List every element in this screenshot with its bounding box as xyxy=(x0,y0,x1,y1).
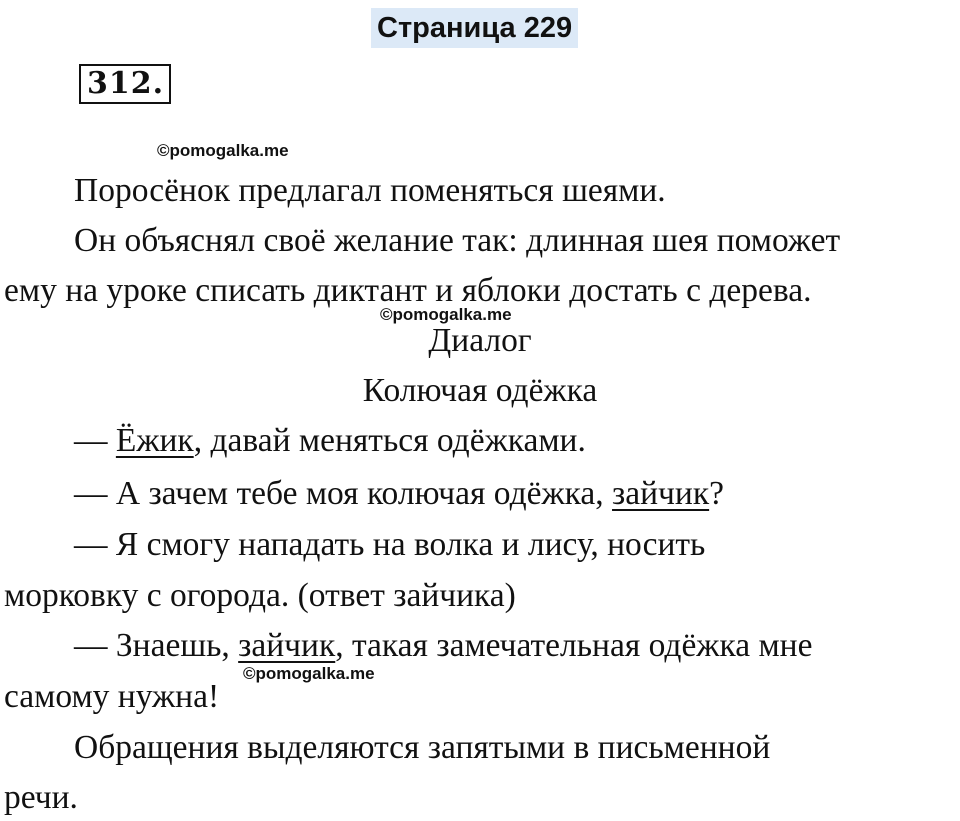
dialog-line-2-end: ? xyxy=(709,475,724,512)
dialog-line-3-continuation: морковку с огорода. (ответ зайчика) xyxy=(4,577,516,614)
dialog-line-2 xyxy=(74,474,724,514)
dialog-line-3: — Я смогу нападать на волка и лису, носить xyxy=(74,526,706,563)
paragraph-2-line-2: ему на уроке списать диктант и яблоки достать с дерева. xyxy=(4,272,812,309)
dialog-line-1-dash: — xyxy=(74,422,116,459)
exercise-number: 312. xyxy=(79,64,171,104)
address-word: зайчик xyxy=(612,475,710,512)
dialog-line-1 xyxy=(74,421,586,461)
dialog-line-4-start: — Знаешь, xyxy=(74,627,239,664)
dialog-line-4 xyxy=(74,626,812,666)
address-word: зайчик xyxy=(238,627,336,664)
dialog-title: Колючая одёжка xyxy=(362,372,598,409)
watermark: ©pomogalka.me xyxy=(380,305,512,324)
paragraph-2-line-1: Он объяснял своё желание так: длинная шея поможет xyxy=(74,222,841,259)
dialog-line-4-end: , такая замечательная одёжка мне xyxy=(335,627,813,664)
paragraph-1: Поросёнок предлагал поменяться шеями. xyxy=(74,172,666,209)
section-heading: Диалог xyxy=(428,322,532,359)
address-word: Ёжик xyxy=(115,422,194,459)
dialog-line-1-rest: , давай меняться одёжками. xyxy=(193,422,586,459)
dialog-line-2-start: — А зачем тебе моя колючая одёжка, xyxy=(74,475,613,512)
watermark: ©pomogalka.me xyxy=(157,141,289,160)
watermark: ©pomogalka.me xyxy=(243,664,375,683)
conclusion-line-2: речи. xyxy=(4,779,78,816)
dialog-line-4-continuation: самому нужна! xyxy=(4,678,220,715)
conclusion-line-1: Обращения выделяются запятыми в письменной xyxy=(74,729,771,766)
page-title: Страница 229 xyxy=(371,8,578,48)
